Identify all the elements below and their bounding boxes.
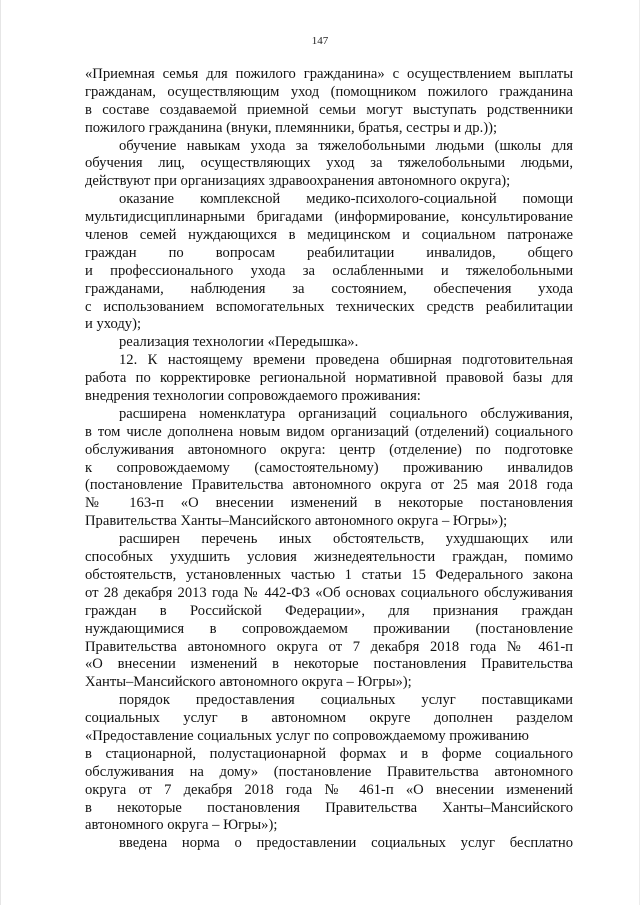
text-line: и уходу); [85, 316, 142, 333]
text-line: в составе создаваемой приемной семьи могут выступать родственники [85, 101, 573, 118]
text-line: расширена номенклатура организаций социального обслуживания, [119, 405, 573, 422]
text-line: граждан в Российской Федерации», для признания граждан [85, 602, 573, 619]
text-line: (постановление Правительства автономного округа от 25 мая 2018 года [85, 477, 573, 494]
text-line: мультидисциплинарными бригадами (информирование, консультирование [85, 209, 573, 226]
text-line: действуют при организациях здравоохранения автономного округа); [85, 173, 511, 190]
text-line: членов семей нуждающихся в медицинском и социальном патронаже [85, 227, 573, 244]
text-line: расширен перечень иных обстоятельств, ухудшающих или [119, 531, 573, 548]
page-number: 147 [311, 35, 329, 47]
text-line: к сопровождаемому (самостоятельному) проживанию инвалидов [85, 459, 573, 476]
text-line: в том числе дополнена новым видом организаций (отделений) социального [85, 423, 573, 440]
text-line: в стационарной, полустационарной формах и в форме социального [85, 745, 573, 762]
text-line: работа по корректировке региональной нормативной правовой базы для [85, 370, 573, 387]
text-line: социальных услуг в автономном округе дополнен разделом [85, 710, 573, 727]
text-line: Ханты–Мансийского автономного округа – Югры»); [85, 674, 412, 691]
text-line: обучение навыкам ухода за тяжелобольными людьми (школы для [119, 137, 573, 154]
text-line: пожилого гражданина (внуки, племянники, братья, сестры и др.)); [85, 119, 498, 136]
text-line: «Предоставление социальных услуг по сопровождаемому проживанию [85, 727, 529, 744]
text-line: введена норма о предоставлении социальных услуг бесплатно [119, 835, 573, 852]
body-text [85, 66, 573, 853]
text-line: внедрения технологии сопровождаемого проживания: [85, 388, 421, 405]
text-line: в некоторые постановления Правительства Ханты–Мансийского [85, 799, 573, 816]
text-line: граждан по вопросам реабилитации инвалидов, общего [85, 244, 573, 261]
text-line: обслуживания автономного округа: центр (отделение) по подготовке [85, 441, 573, 458]
text-line: № 163-п «О внесении изменений в некоторые постановления [85, 495, 573, 512]
text-line: Правительства автономного округа от 7 декабря 2018 года № 461-п [85, 638, 573, 655]
text-line: «О внесении изменений в некоторые постановления Правительства [85, 656, 573, 673]
text-line: округа от 7 декабря 2018 года № 461-п «О внесении изменений [85, 781, 573, 798]
text-line: от 28 декабря 2013 года № 442-ФЗ «Об основах социального обслуживания [85, 584, 573, 601]
text-line: «Приемная семья для пожилого гражданина» с осуществлением выплаты [85, 66, 573, 82]
text-line: обслуживания на дому» (постановление Правительства автономного [85, 763, 573, 780]
text-line: нуждающимися в сопровождаемом проживании (постановление [85, 620, 573, 637]
text-line: оказание комплексной медико-психолого-социальной помощи [119, 191, 573, 208]
scan-left-edge [0, 0, 1, 905]
text-line: гражданами, наблюдения за состоянием, обеспечения ухода [85, 280, 573, 297]
text-line: обучения лиц, осуществляющих уход за тяжелобольными людьми, [85, 155, 573, 172]
text-line: Правительства Ханты–Мансийского автономного округа – Югры»); [85, 513, 508, 530]
text-line: порядок предоставления социальных услуг поставщиками [119, 692, 573, 709]
text-line: с использованием вспомогательных технических средств реабилитации [85, 298, 573, 315]
text-line: гражданам, осуществляющим уход (помощником пожилого гражданина [85, 83, 573, 100]
text-line: реализация технологии «Передышка». [119, 334, 359, 351]
text-line: обстоятельств, установленных частью 1 статьи 15 Федерального закона [85, 566, 573, 583]
text-line: способных ухудшить условия жизнедеятельности граждан, помимо [85, 549, 573, 566]
text-line: 12. К настоящему времени проведена обширная подготовительная [119, 352, 573, 369]
text-line: автономного округа – Югры»); [85, 817, 278, 834]
text-line: и профессионального ухода за ослабленными и тяжелобольными [85, 262, 573, 279]
